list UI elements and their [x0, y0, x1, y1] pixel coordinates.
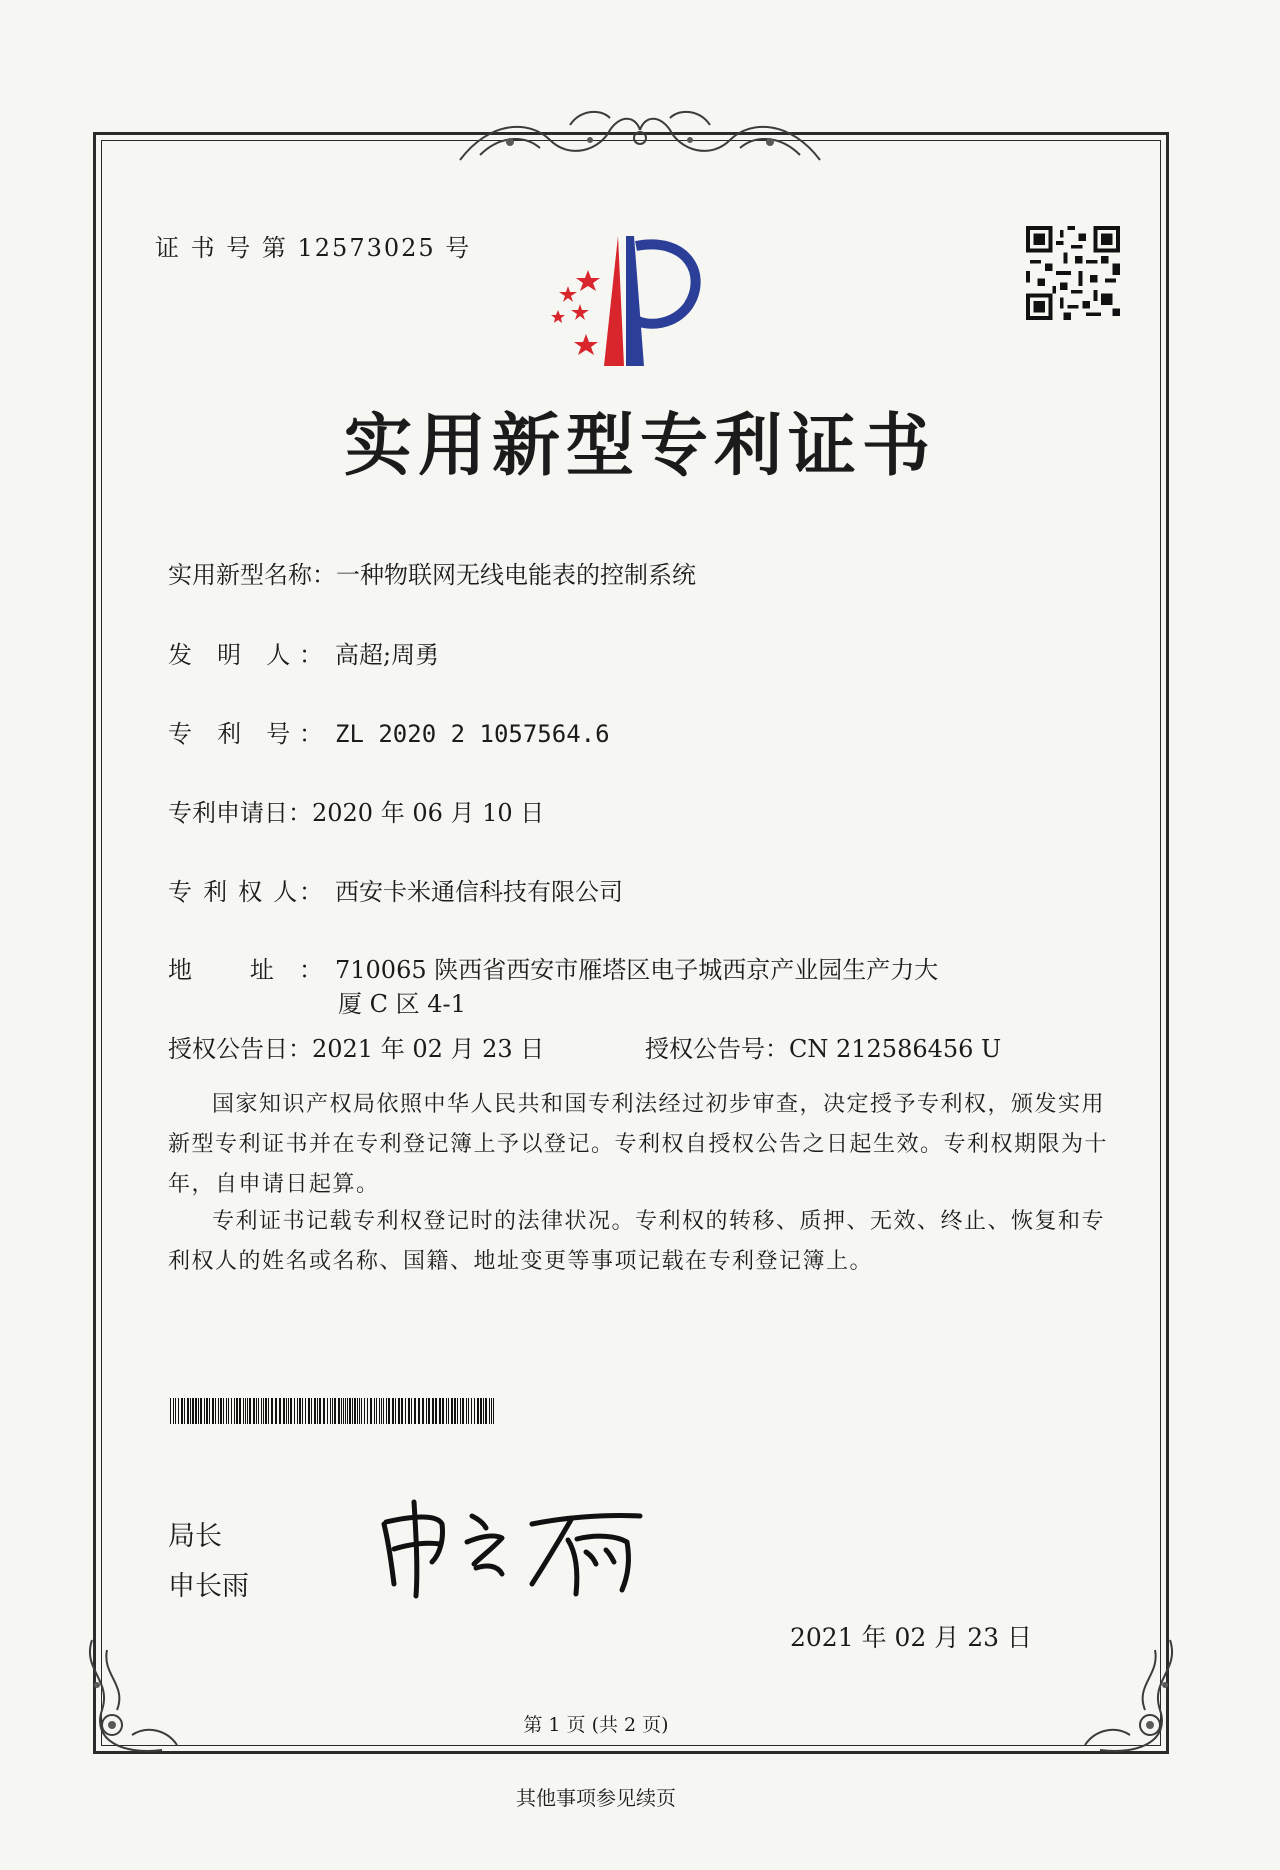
page-indicator: 第 1 页 (共 2 页): [523, 1714, 669, 1736]
field-label: 专利申请日：: [168, 799, 312, 827]
field-value: 710065 陕西省西安市雁塔区电子城西京产业园生产力大: [335, 956, 939, 984]
field-label: 授权公告日：: [168, 1035, 312, 1063]
field-value: 高超;周勇: [335, 641, 440, 669]
director-title: 局长: [168, 1521, 222, 1552]
field-value: 西安卡米通信科技有限公司: [335, 878, 623, 906]
field-grant-date: [168, 1029, 544, 1064]
field-grant-number: [645, 1029, 1001, 1064]
field-address: [168, 950, 938, 985]
body-line: 专利证书记载专利权登记时的法律状况。专利权的转移、质押、无效、终止、恢复和专: [212, 1209, 1106, 1234]
field-patentee: [168, 872, 623, 907]
issue-date: 2021 年 02 月 23 日: [790, 1623, 1032, 1652]
qr-code-icon: [1026, 226, 1120, 320]
field-utility-model-name: [168, 555, 696, 590]
body-paragraph-2: [168, 1202, 1122, 1282]
field-label: 授权公告号：: [645, 1035, 789, 1063]
body-line: 利权人的姓名或名称、国籍、地址变更等事项记载在专利登记簿上。: [168, 1249, 874, 1274]
field-value: 2021 年 02 月 23 日: [312, 1035, 545, 1063]
certificate-number: 证 书 号 第 12573025 号: [155, 234, 472, 262]
field-label: 发 明 人：: [168, 641, 323, 669]
corner-ornament-bottom-right-icon: [1070, 1630, 1190, 1770]
body-paragraph-1: [168, 1085, 1122, 1205]
field-value: 一种物联网无线电能表的控制系统: [336, 561, 696, 589]
corner-ornament-bottom-left-icon: [72, 1630, 192, 1770]
field-label: 专 利 号：: [168, 720, 323, 748]
handwritten-signature-icon: [372, 1494, 652, 1599]
patent-office-emblem-icon: [538, 226, 738, 376]
top-ornament-icon: [450, 100, 830, 170]
body-line: 国家知识产权局依照中华人民共和国专利法经过初步审查，决定授予专利权，颁发实用: [212, 1092, 1106, 1117]
barcode-icon: [170, 1398, 495, 1424]
field-label: 实用新型名称：: [168, 561, 336, 589]
field-address-line2: 厦 C 区 4-1: [338, 990, 466, 1018]
field-label: 地 址：: [168, 956, 323, 984]
field-label: 专 利 权 人：: [168, 878, 323, 906]
field-patent-number: [168, 714, 610, 749]
body-line: 年，自申请日起算。: [168, 1172, 380, 1197]
field-value: 2020 年 06 月 10 日: [312, 799, 545, 827]
field-value: CN 212586456 U: [789, 1035, 1002, 1063]
footer-note: 其他事项参见续页: [516, 1786, 676, 1810]
body-line: 新型专利证书并在专利登记簿上予以登记。专利权自授权公告之日起生效。专利权期限为十: [168, 1132, 1109, 1157]
field-application-date: [168, 793, 544, 828]
field-value: ZL 2020 2 1057564.6: [335, 720, 610, 748]
field-inventor: [168, 635, 439, 670]
director-name: 申长雨: [168, 1571, 249, 1602]
certificate-title: 实用新型专利证书: [343, 406, 936, 486]
